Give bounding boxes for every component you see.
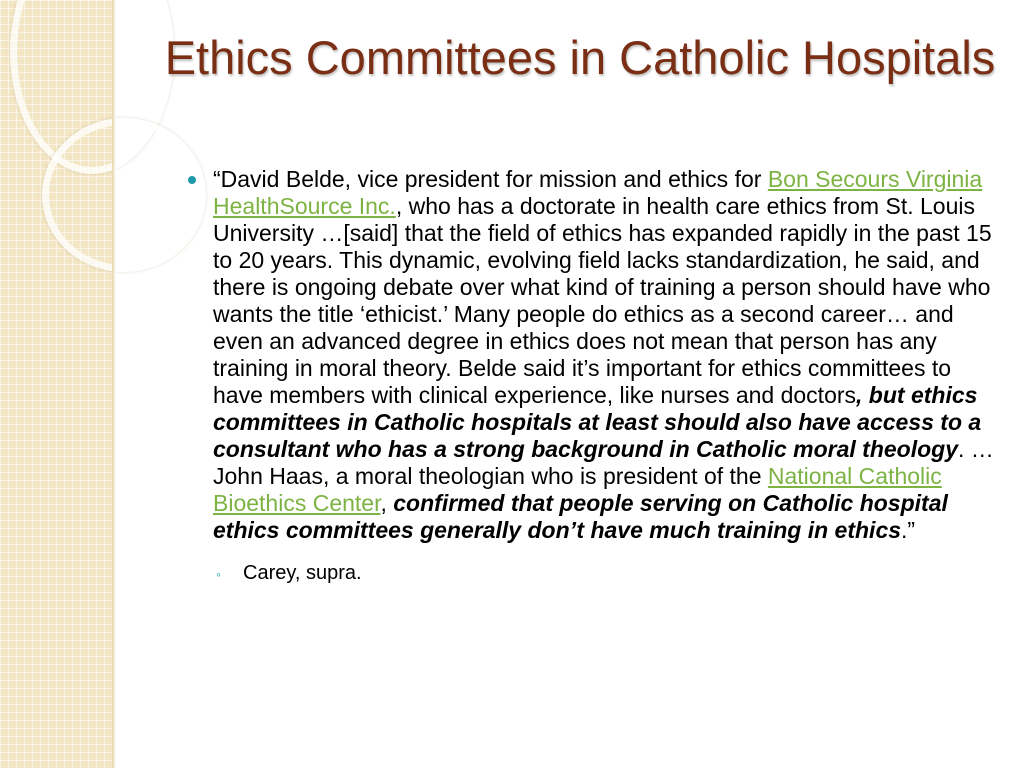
hollow-circle-bullet-icon: ◦ (216, 566, 221, 582)
side-band-edge (112, 0, 116, 768)
quote-emphasis-2: confirmed that people serving on Catholic hospital ethics committees generally don’t have much training in ethics (213, 490, 948, 543)
quote-text-1: “David Belde, vice president for mission and ethics for (213, 166, 768, 192)
decorative-ring-middle (42, 118, 206, 272)
bon-secours-link[interactable]: Bon Secours Virginia HealthSource Inc. (213, 166, 983, 219)
quote-text-5: .” (901, 517, 916, 543)
quote-bullet (188, 166, 996, 544)
quote-emphasis-1: , but ethics committees in Catholic hospitals at least should also have access to a consultant who has a strong background in Catholic moral theology (213, 382, 982, 462)
quote-text-4: , (380, 490, 394, 516)
filled-circle-bullet-icon (188, 176, 196, 184)
citation-text: Carey, supra. (243, 562, 362, 584)
decorative-side-band (0, 0, 112, 768)
slide-body (188, 166, 996, 585)
quote-text-3: . …John Haas, a moral theologian who is president of the (213, 436, 994, 489)
slide-title: Ethics Committees in Catholic Hospitals (164, 31, 996, 84)
quote-text-2: , who has a doctorate in health care ethics from St. Louis University …[said] that the field of ethics has expanded rapidly in the past 15 to 20 years. This dynamic, evolving field lacks standardization, he said, and there is ongoing debate over what kind of training a person should have who wants the title ‘ethicist.’ Many people do ethics as a second career… and even an advanced degree in ethics does not mean that person has any training in moral theory. Belde said it’s important for ethics committees to have members with clinical experience, like nurses and doctors (213, 193, 992, 408)
national-catholic-bioethics-center-link[interactable]: National Catholic Bioethics Center (213, 463, 942, 516)
citation-sub-bullet (216, 561, 996, 585)
